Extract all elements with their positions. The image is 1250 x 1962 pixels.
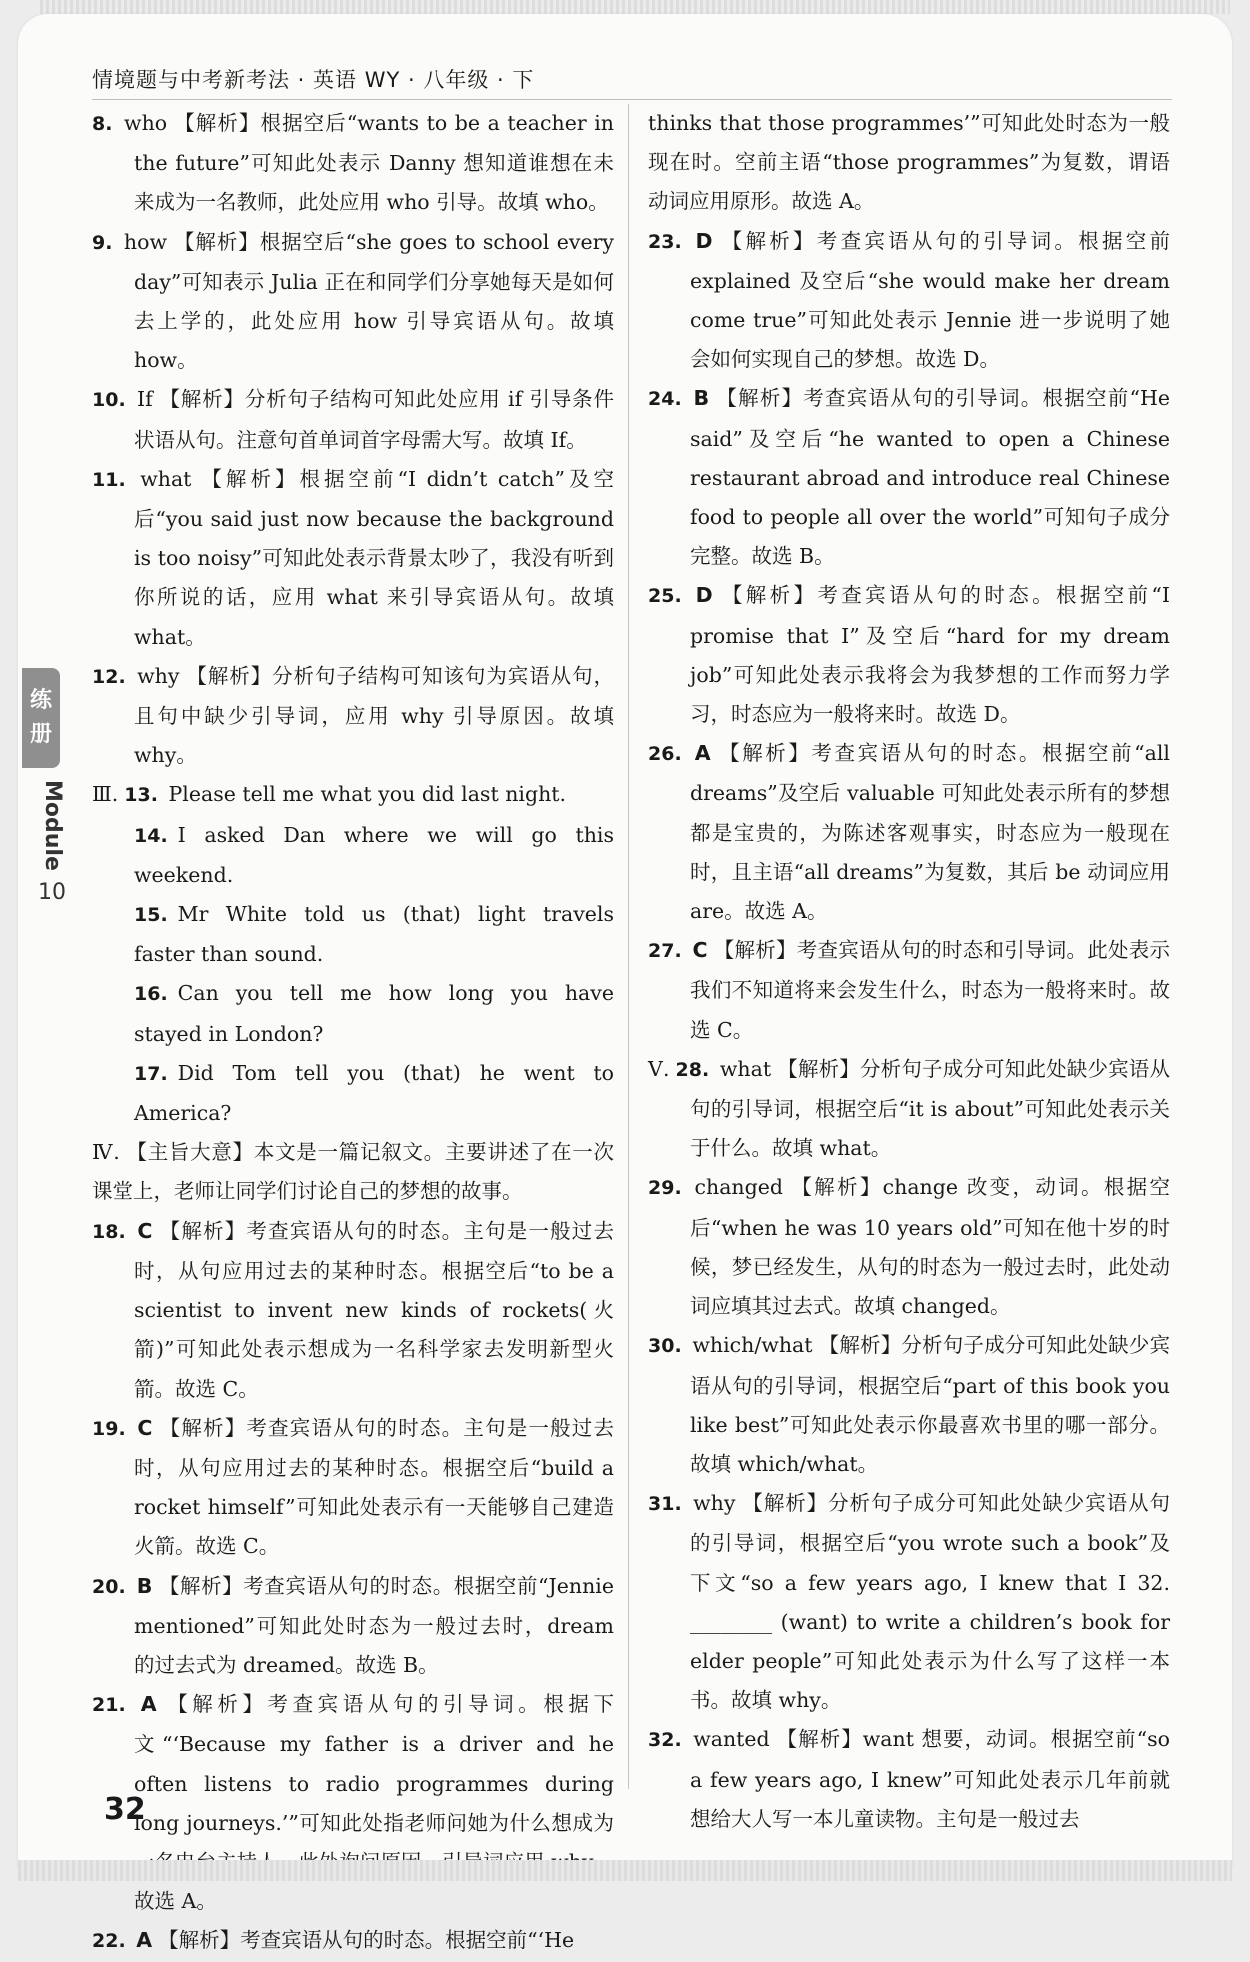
item-explanation: 【解析】考查宾语从句的时态。主句是一般过去时，从句应用过去的某种时态。根据空后“build a rocket himself”可知此处表示有一天能够自己建造火箭。故选 C。 bbox=[134, 1415, 614, 1559]
side-module-number: 10 bbox=[38, 880, 66, 905]
section-4-intro bbox=[92, 1133, 614, 1211]
item-answer: D bbox=[695, 583, 713, 608]
side-tab-practice-book bbox=[22, 668, 60, 768]
answer-item-8 bbox=[92, 104, 614, 223]
item-answer: how bbox=[123, 229, 168, 254]
item-sentence: Can you tell me how long you have stayed in London? bbox=[134, 981, 614, 1046]
item-number: 24. bbox=[648, 388, 682, 411]
answer-item-30 bbox=[648, 1326, 1170, 1484]
item-number: 32. bbox=[648, 1729, 682, 1752]
right-column bbox=[648, 104, 1170, 1839]
section-3-item-17 bbox=[92, 1054, 614, 1133]
side-tab-char-2: 册 bbox=[29, 722, 52, 747]
item-explanation: 【解析】分析句子结构可知此处应用 if 引导条件状语从句。注意句首单词首字母需大写。故填 If。 bbox=[134, 387, 614, 452]
section-5-numeral: Ⅴ. bbox=[648, 1056, 670, 1081]
answer-item-21 bbox=[92, 1685, 614, 1921]
item-number: 20. bbox=[92, 1575, 126, 1598]
answer-item-28 bbox=[648, 1050, 1170, 1169]
section-4-summary: 【主旨大意】本文是一篇记叙文。主要讲述了在一次课堂上，老师让同学们讨论自己的梦想的故事。 bbox=[92, 1140, 615, 1204]
section-3-item-16 bbox=[92, 974, 614, 1053]
answer-item-11 bbox=[92, 460, 614, 657]
item-answer: A bbox=[694, 741, 711, 766]
item-answer: changed bbox=[694, 1175, 784, 1200]
answer-item-29 bbox=[648, 1168, 1170, 1326]
item-number: 14. bbox=[134, 824, 168, 847]
item-explanation: 【解析】change 改变，动词。根据空后“when he was 10 years old”可知在他十岁的时候，梦已经发生，从句的时态为一般过去时，此处动词应填其过去式。故填 changed。 bbox=[690, 1175, 1170, 1319]
item-answer: If bbox=[137, 387, 153, 412]
item-answer: A bbox=[140, 1692, 157, 1717]
item-number: 25. bbox=[648, 585, 682, 608]
item-number: 31. bbox=[648, 1493, 682, 1516]
item-sentence: Please tell me what you did last night. bbox=[168, 782, 567, 807]
running-header: 情境题与中考新考法 · 英语 WY · 八年级 · 下 bbox=[92, 68, 535, 92]
item-number: 29. bbox=[648, 1177, 682, 1200]
answer-item-22 bbox=[92, 1921, 614, 1961]
item-explanation: 【解析】分析句子结构可知该句为宾语从句，且句中缺少引导词，应用 why 引导原因。故填 why。 bbox=[134, 663, 614, 768]
item-sentence: Mr White told us (that) light travels faster than sound. bbox=[134, 902, 614, 967]
item-number: 30. bbox=[648, 1335, 682, 1358]
item-explanation: 【解析】考查宾语从句的时态。主句是一般过去时，从句应用过去的某种时态。根据空后“to be a scientist to invent new kinds of rockets(火箭)”可知此处表示想成为一名科学家去发明新型火箭。故选 C。 bbox=[134, 1218, 614, 1401]
item-answer: B bbox=[136, 1573, 153, 1598]
answer-item-25 bbox=[648, 576, 1170, 734]
item-explanation: 【解析】分析句子成分可知此处缺少宾语从句的引导词，根据空后“it is about”可知此处表示关于什么。故填 what。 bbox=[690, 1056, 1170, 1161]
item-number: 17. bbox=[134, 1062, 168, 1085]
answer-item-32 bbox=[648, 1720, 1170, 1839]
answer-item-24 bbox=[648, 379, 1170, 576]
item-explanation: 【解析】考查宾语从句的时态。根据空前“all dreams”及空后 valuable 可知此处表示所有的梦想都是宝贵的，为陈述客观事实，时态应为一般现在时，且主语“all dreams”为复数，其后 be 动词应用 are。故选 A。 bbox=[690, 741, 1170, 924]
item-answer: why bbox=[693, 1491, 736, 1516]
item-number: 10. bbox=[92, 389, 126, 412]
item-answer: what bbox=[719, 1056, 772, 1081]
item-answer: why bbox=[137, 663, 180, 688]
item-answer: wanted bbox=[693, 1727, 770, 1752]
item-explanation: 【解析】根据空后“wants to be a teacher in the future”可知此处表示 Danny 想知道谁想在未来成为一名教师，此处应用 who 引导。故填 who。 bbox=[134, 111, 614, 215]
answer-item-23 bbox=[648, 222, 1170, 380]
item-answer: C bbox=[137, 1415, 153, 1440]
answer-item-9 bbox=[92, 223, 614, 381]
answer-item-12 bbox=[92, 657, 614, 776]
item-explanation: 【解析】根据空前“I didn’t catch”及空后“you said just now because the background is too noisy”可知此处表示背景太吵了，我没有听到你所说的话，应用 what 来引导宾语从句。故填 what。 bbox=[134, 466, 614, 649]
answer-item-27 bbox=[648, 931, 1170, 1050]
page-top-edge bbox=[40, 0, 1230, 14]
section-3-item-14 bbox=[92, 816, 614, 895]
answer-item-22-continuation: thinks that those programmes’”可知此处时态为一般现在时。空前主语“those programmes”为复数，谓语动词应用原形。故选 A。 bbox=[648, 111, 1170, 214]
item-explanation: 【解析】考查宾语从句的引导词。根据空前“He said”及空后“he wanted to open a Chinese restaurant abroad and introduce real Chinese food to people all over the world”可知句子成分完整。故选 B。 bbox=[690, 386, 1170, 569]
item-answer: B bbox=[693, 386, 710, 411]
item-number: 27. bbox=[648, 940, 682, 963]
item-number: 16. bbox=[134, 983, 168, 1006]
column-divider bbox=[628, 104, 629, 1789]
side-module-label: Module bbox=[40, 780, 65, 871]
section-3-numeral: Ⅲ. bbox=[92, 782, 119, 807]
page-bottom-edge bbox=[18, 1860, 1232, 1881]
item-number: 8. bbox=[92, 113, 113, 135]
item-explanation: 【解析】考查宾语从句的时态。根据空前“I promise that I”及空后“hard for my dream job”可知此处表示我将会为我梦想的工作而努力学习，时态应为一般将来时。故选 D。 bbox=[690, 583, 1170, 727]
item-number: 18. bbox=[92, 1220, 126, 1243]
item-number: 19. bbox=[92, 1417, 126, 1440]
item-answer: C bbox=[137, 1218, 153, 1243]
item-number: 21. bbox=[92, 1694, 126, 1717]
item-explanation: 【解析】want 想要，动词。根据空前“so a few years ago, I knew”可知此处表示几年前就想给大人写一本儿童读物。主句是一般过去 bbox=[690, 1727, 1170, 1831]
item-answer: A bbox=[136, 1928, 153, 1953]
section-3-item-13 bbox=[92, 775, 614, 815]
item-number: 28. bbox=[675, 1058, 710, 1081]
answer-item-19 bbox=[92, 1409, 614, 1567]
item-number: 9. bbox=[92, 231, 113, 254]
item-number: 22. bbox=[92, 1930, 126, 1953]
item-explanation: 【解析】考查宾语从句的时态和引导词。此处表示我们不知道将来会发生什么，时态为一般将来时。故选 C。 bbox=[690, 938, 1170, 1042]
item-number: 26. bbox=[648, 743, 682, 766]
section-3-item-15 bbox=[92, 895, 614, 974]
item-answer: C bbox=[692, 938, 708, 963]
item-answer: which/what bbox=[692, 1333, 813, 1358]
item-explanation: 【解析】根据空后“she goes to school every day”可知表示 Julia 正在和同学们分享她每天是如何去上学的，此处应用 how 引导宾语从句。故填 how。 bbox=[134, 229, 614, 373]
item-explanation: 【解析】考查宾语从句的时态。根据空前“‘He bbox=[158, 1928, 575, 1953]
item-answer: D bbox=[695, 228, 713, 253]
item-explanation: 【解析】分析句子成分可知此处缺少宾语从句的引导词，根据空后“part of this book you like best”可知此处表示你最喜欢书里的哪一部分。故填 which/what。 bbox=[690, 1333, 1170, 1476]
item-sentence: Did Tom tell you (that) he went to America? bbox=[134, 1060, 614, 1126]
item-explanation: 【解析】考查宾语从句的引导词。根据空前 explained 及空后“she would make her dream come true”可知此处表示 Jennie 进一步说明了她会如何实现自己的梦想。故选 D。 bbox=[690, 228, 1170, 372]
item-number: 23. bbox=[648, 230, 682, 253]
item-number: 13. bbox=[124, 784, 158, 807]
header-rule bbox=[92, 99, 1172, 100]
item-explanation: 【解析】考查宾语从句的引导词。根据下文“‘Because my father is a driver and he often listens to radio programmes during long journeys.’”可知此处指老师问她为什么想成为 故选 A。 bbox=[134, 1692, 614, 1914]
side-tab-char-1: 练 bbox=[29, 688, 52, 713]
left-column bbox=[92, 104, 614, 1962]
answer-item-26 bbox=[648, 734, 1170, 931]
answer-item-10 bbox=[92, 380, 614, 459]
item-answer: what bbox=[140, 466, 192, 491]
page-number: 32 bbox=[104, 1792, 146, 1827]
item-number: 11. bbox=[92, 468, 126, 491]
item-number: 12. bbox=[92, 665, 126, 688]
answer-item-20 bbox=[92, 1567, 614, 1686]
item-explanation: 【解析】考查宾语从句的时态。根据空前“Jennie mentioned”可知此处时态为一般过去时，dream 的过去式为 dreamed。故选 B。 bbox=[134, 1573, 614, 1677]
item-sentence: I asked Dan where we will go this weekend. bbox=[134, 822, 614, 887]
item-answer: who bbox=[124, 111, 168, 135]
item-explanation: 【解析】分析句子成分可知此处缺少宾语从句的引导词，根据空后“you wrote such a book”及下文“so a few years ago, I knew that I 32. ________ (want) to write a children’s book for elder people”可知此处表示为什么写了这样一本书。故填 why。 bbox=[690, 1491, 1170, 1713]
section-4-numeral: Ⅳ. bbox=[92, 1140, 120, 1165]
item-number: 15. bbox=[134, 904, 168, 927]
answer-item-31 bbox=[648, 1484, 1170, 1720]
answer-item-18 bbox=[92, 1212, 614, 1409]
